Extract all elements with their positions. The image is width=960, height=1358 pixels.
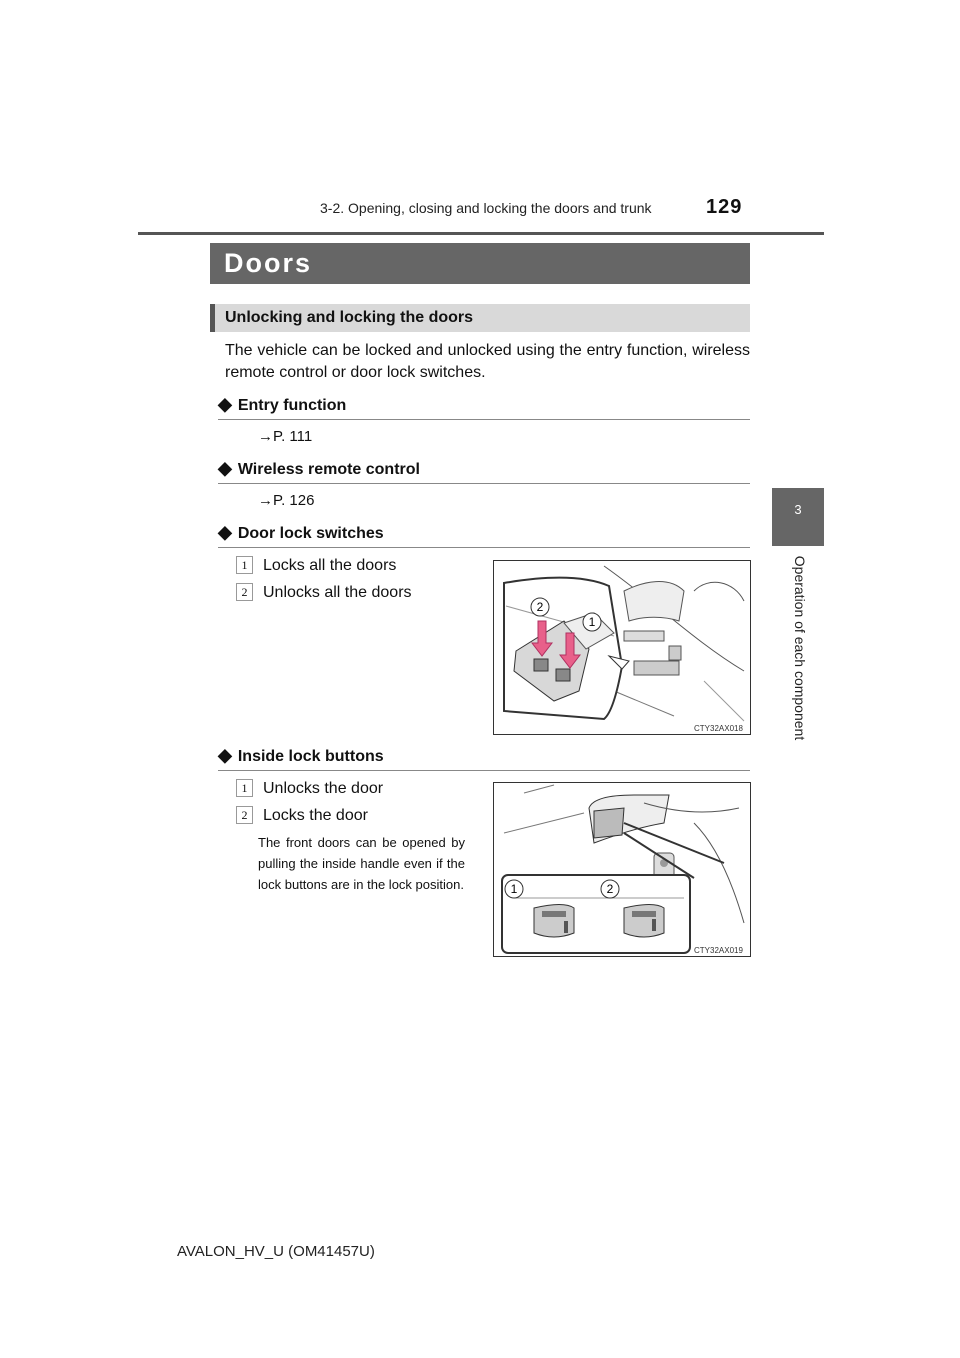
chapter-tab — [772, 488, 824, 546]
door-lock-switch-figure — [493, 560, 751, 735]
header-section-title: 3-2. Opening, closing and locking the doors and trunk — [320, 200, 652, 216]
page-title — [210, 243, 750, 284]
callout-number: 1 — [510, 882, 518, 896]
page-reference-link[interactable]: →P. 126 — [258, 492, 315, 509]
footer-model-code: AVALON_HV_U (OM41457U) — [177, 1243, 375, 1260]
step-text: Locks all the doors — [263, 557, 397, 574]
header-rule — [138, 232, 824, 235]
section-heading-text: Entry function — [237, 397, 347, 414]
callout-number: 1 — [588, 615, 596, 629]
diamond-icon: ◆ — [218, 394, 232, 414]
section-heading-text: Wireless remote control — [237, 461, 420, 478]
step-text: Locks the door — [263, 807, 368, 824]
inside-lock-button-figure — [493, 782, 751, 957]
section-heading-remote — [218, 458, 750, 484]
step-number: 1 — [236, 556, 253, 574]
diamond-icon: ◆ — [218, 522, 232, 542]
step-number: 1 — [236, 779, 253, 797]
callout-number: 2 — [606, 882, 614, 896]
page-number: 129 — [706, 196, 743, 218]
section-heading-inside — [218, 745, 750, 771]
step-number: 2 — [236, 583, 253, 601]
page-title-text: Doors — [224, 248, 313, 278]
step-text: Unlocks all the doors — [263, 584, 412, 601]
step-text: Unlocks the door — [263, 780, 384, 797]
subheading-text: Unlocking and locking the doors — [225, 309, 474, 326]
step-item — [236, 806, 368, 825]
figure-code: CTY32AX019 — [694, 946, 743, 955]
step-item — [236, 779, 383, 798]
callout-number: 2 — [536, 600, 544, 614]
section-heading-entry — [218, 394, 750, 420]
chapter-tab-number: 3 — [794, 502, 802, 517]
inside-lock-button-illustration — [494, 783, 750, 956]
step-number: 2 — [236, 806, 253, 824]
door-lock-switch-illustration — [494, 561, 750, 734]
step-item — [236, 583, 412, 602]
section-heading-text: Inside lock buttons — [237, 748, 384, 765]
figure-code: CTY32AX018 — [694, 724, 743, 733]
chapter-tab-label: Operation of each component — [792, 555, 808, 741]
section-heading-switches — [218, 522, 750, 548]
diamond-icon: ◆ — [218, 458, 232, 478]
step-item — [236, 556, 396, 575]
section-heading-text: Door lock switches — [237, 525, 384, 542]
intro-paragraph: The vehicle can be locked and unlocked using the entry function, wireless remote control or door lock switches. — [225, 342, 750, 381]
subheading-bar — [210, 304, 750, 332]
diamond-icon: ◆ — [218, 745, 232, 765]
page-reference-link[interactable]: →P. 111 — [258, 428, 313, 445]
note-text: The front doors can be opened by pulling the inside handle even if the lock buttons are in the lock position. — [258, 835, 465, 892]
